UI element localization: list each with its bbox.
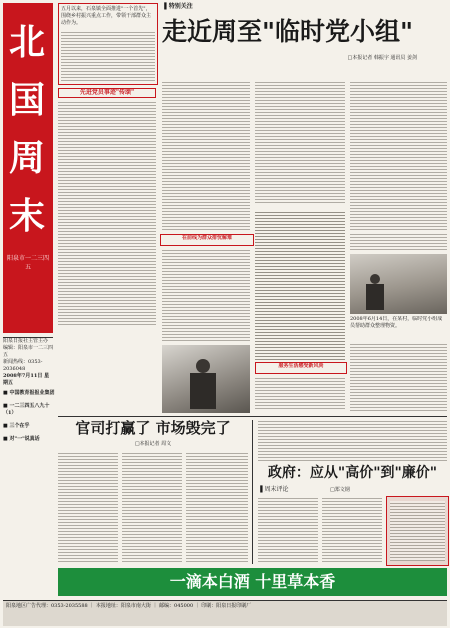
masthead-char: 末 <box>8 195 45 237</box>
photo-person-head <box>370 274 380 284</box>
masthead-char: 北 <box>8 21 45 63</box>
toc-item: ■ 对"一"说真话 <box>3 436 40 442</box>
bottom-left-col-2 <box>122 451 182 564</box>
intro-text-lines <box>61 30 155 82</box>
masthead-char: 国 <box>8 79 45 121</box>
column-text-lines <box>58 100 156 326</box>
news-photo-2 <box>350 254 447 314</box>
issue-line: 新闻热线：0353-2036048 <box>3 359 43 372</box>
photo-person-body <box>366 284 384 310</box>
news-photo <box>162 345 250 413</box>
masthead <box>3 3 53 333</box>
bottom-right-byline: □郑文钢 <box>330 487 350 493</box>
lead-col-3c <box>350 342 447 412</box>
lead-col-1 <box>162 80 250 230</box>
ad-text: 一滴本白酒 十里草本香 <box>169 572 336 591</box>
footer-text: 阳泉地区广告代理：0353-2035588 ｜ 本报地址：阳泉市南大街 ｜ 邮编：045000 ｜ 印刷：阳泉日报印刷厂 <box>6 603 252 609</box>
issue-line: 编辑：阳泉市一二三四五 <box>3 345 54 358</box>
toc-item: ■ 中国教育报报业集团 <box>3 390 55 396</box>
bottom-left-headline: 官司打赢了 市场毁完了 <box>75 419 231 437</box>
section-title-2-box <box>160 234 254 246</box>
ad-banner <box>58 568 447 596</box>
bottom-left-col-1 <box>58 451 118 564</box>
bottom-right-top-text <box>258 419 447 461</box>
issue-date: 2008年7月11日 星期五 <box>3 373 50 386</box>
section-title-4: ▐ 周末评论 <box>258 486 289 493</box>
toc-item: ■ 一二三四五八九十（1） <box>3 403 50 416</box>
section-title-3-box <box>255 362 347 374</box>
intro-box <box>58 3 158 85</box>
lead-headline: 走近周至"临时党小组" <box>162 17 414 46</box>
promo-text-lines <box>390 501 445 561</box>
lead-article-header <box>162 3 447 78</box>
lead-col-3b <box>350 232 447 252</box>
toc-item: ■ 三个在乎 <box>3 423 30 429</box>
lead-col-2 <box>255 80 345 205</box>
masthead-char: 周 <box>8 137 45 179</box>
bottom-right-col-1 <box>258 496 318 564</box>
bottom-right-headline: 政府：应从"高价"到"廉价" <box>267 465 438 481</box>
intro-text: 五月以来，石泉镇全面推进"一个首先"，围绕乡村振兴重点工作，带领干部群众主动作为。 <box>61 6 152 26</box>
bottom-right-header <box>258 463 447 485</box>
section-title-2: 在前线为群众排忧解难 <box>181 235 232 241</box>
lead-byline: □本报记者 韩振宇 通讯员 姜剑 <box>347 55 417 61</box>
photo-person-head <box>196 359 210 373</box>
bottom-right-col-2 <box>322 496 382 564</box>
masthead-title <box>7 13 47 245</box>
issue-line: 阳泉日报社主管主办 <box>3 338 49 344</box>
table-of-contents <box>3 390 55 490</box>
column-rule <box>252 420 253 564</box>
photo-person-body <box>190 373 216 409</box>
lead-col-1b <box>162 248 250 343</box>
bottom-left-byline: □本报记者 周文 <box>134 441 172 447</box>
masthead-subtitle: 阳泉市一二三四五 <box>6 255 49 271</box>
lead-kicker: ▐ 特别关注 <box>162 3 193 10</box>
bottom-left-header <box>58 419 248 439</box>
promo-box <box>386 496 449 566</box>
lead-col-2c <box>255 376 345 411</box>
lead-col-2b <box>255 210 345 360</box>
left-column <box>58 88 156 330</box>
section-title-3: 服务生活感受新风尚 <box>278 363 324 369</box>
section-divider <box>58 416 447 417</box>
bottom-left-col-3 <box>186 451 248 564</box>
photo-caption: 2008年6月14日，在某村，临时党小组成员帮助群众整理物资。 <box>350 316 443 329</box>
issue-info <box>3 337 53 388</box>
footer <box>3 600 447 626</box>
lead-col-3 <box>350 80 447 230</box>
section-title-1: 先进党员事迹"传颂" <box>58 88 156 98</box>
